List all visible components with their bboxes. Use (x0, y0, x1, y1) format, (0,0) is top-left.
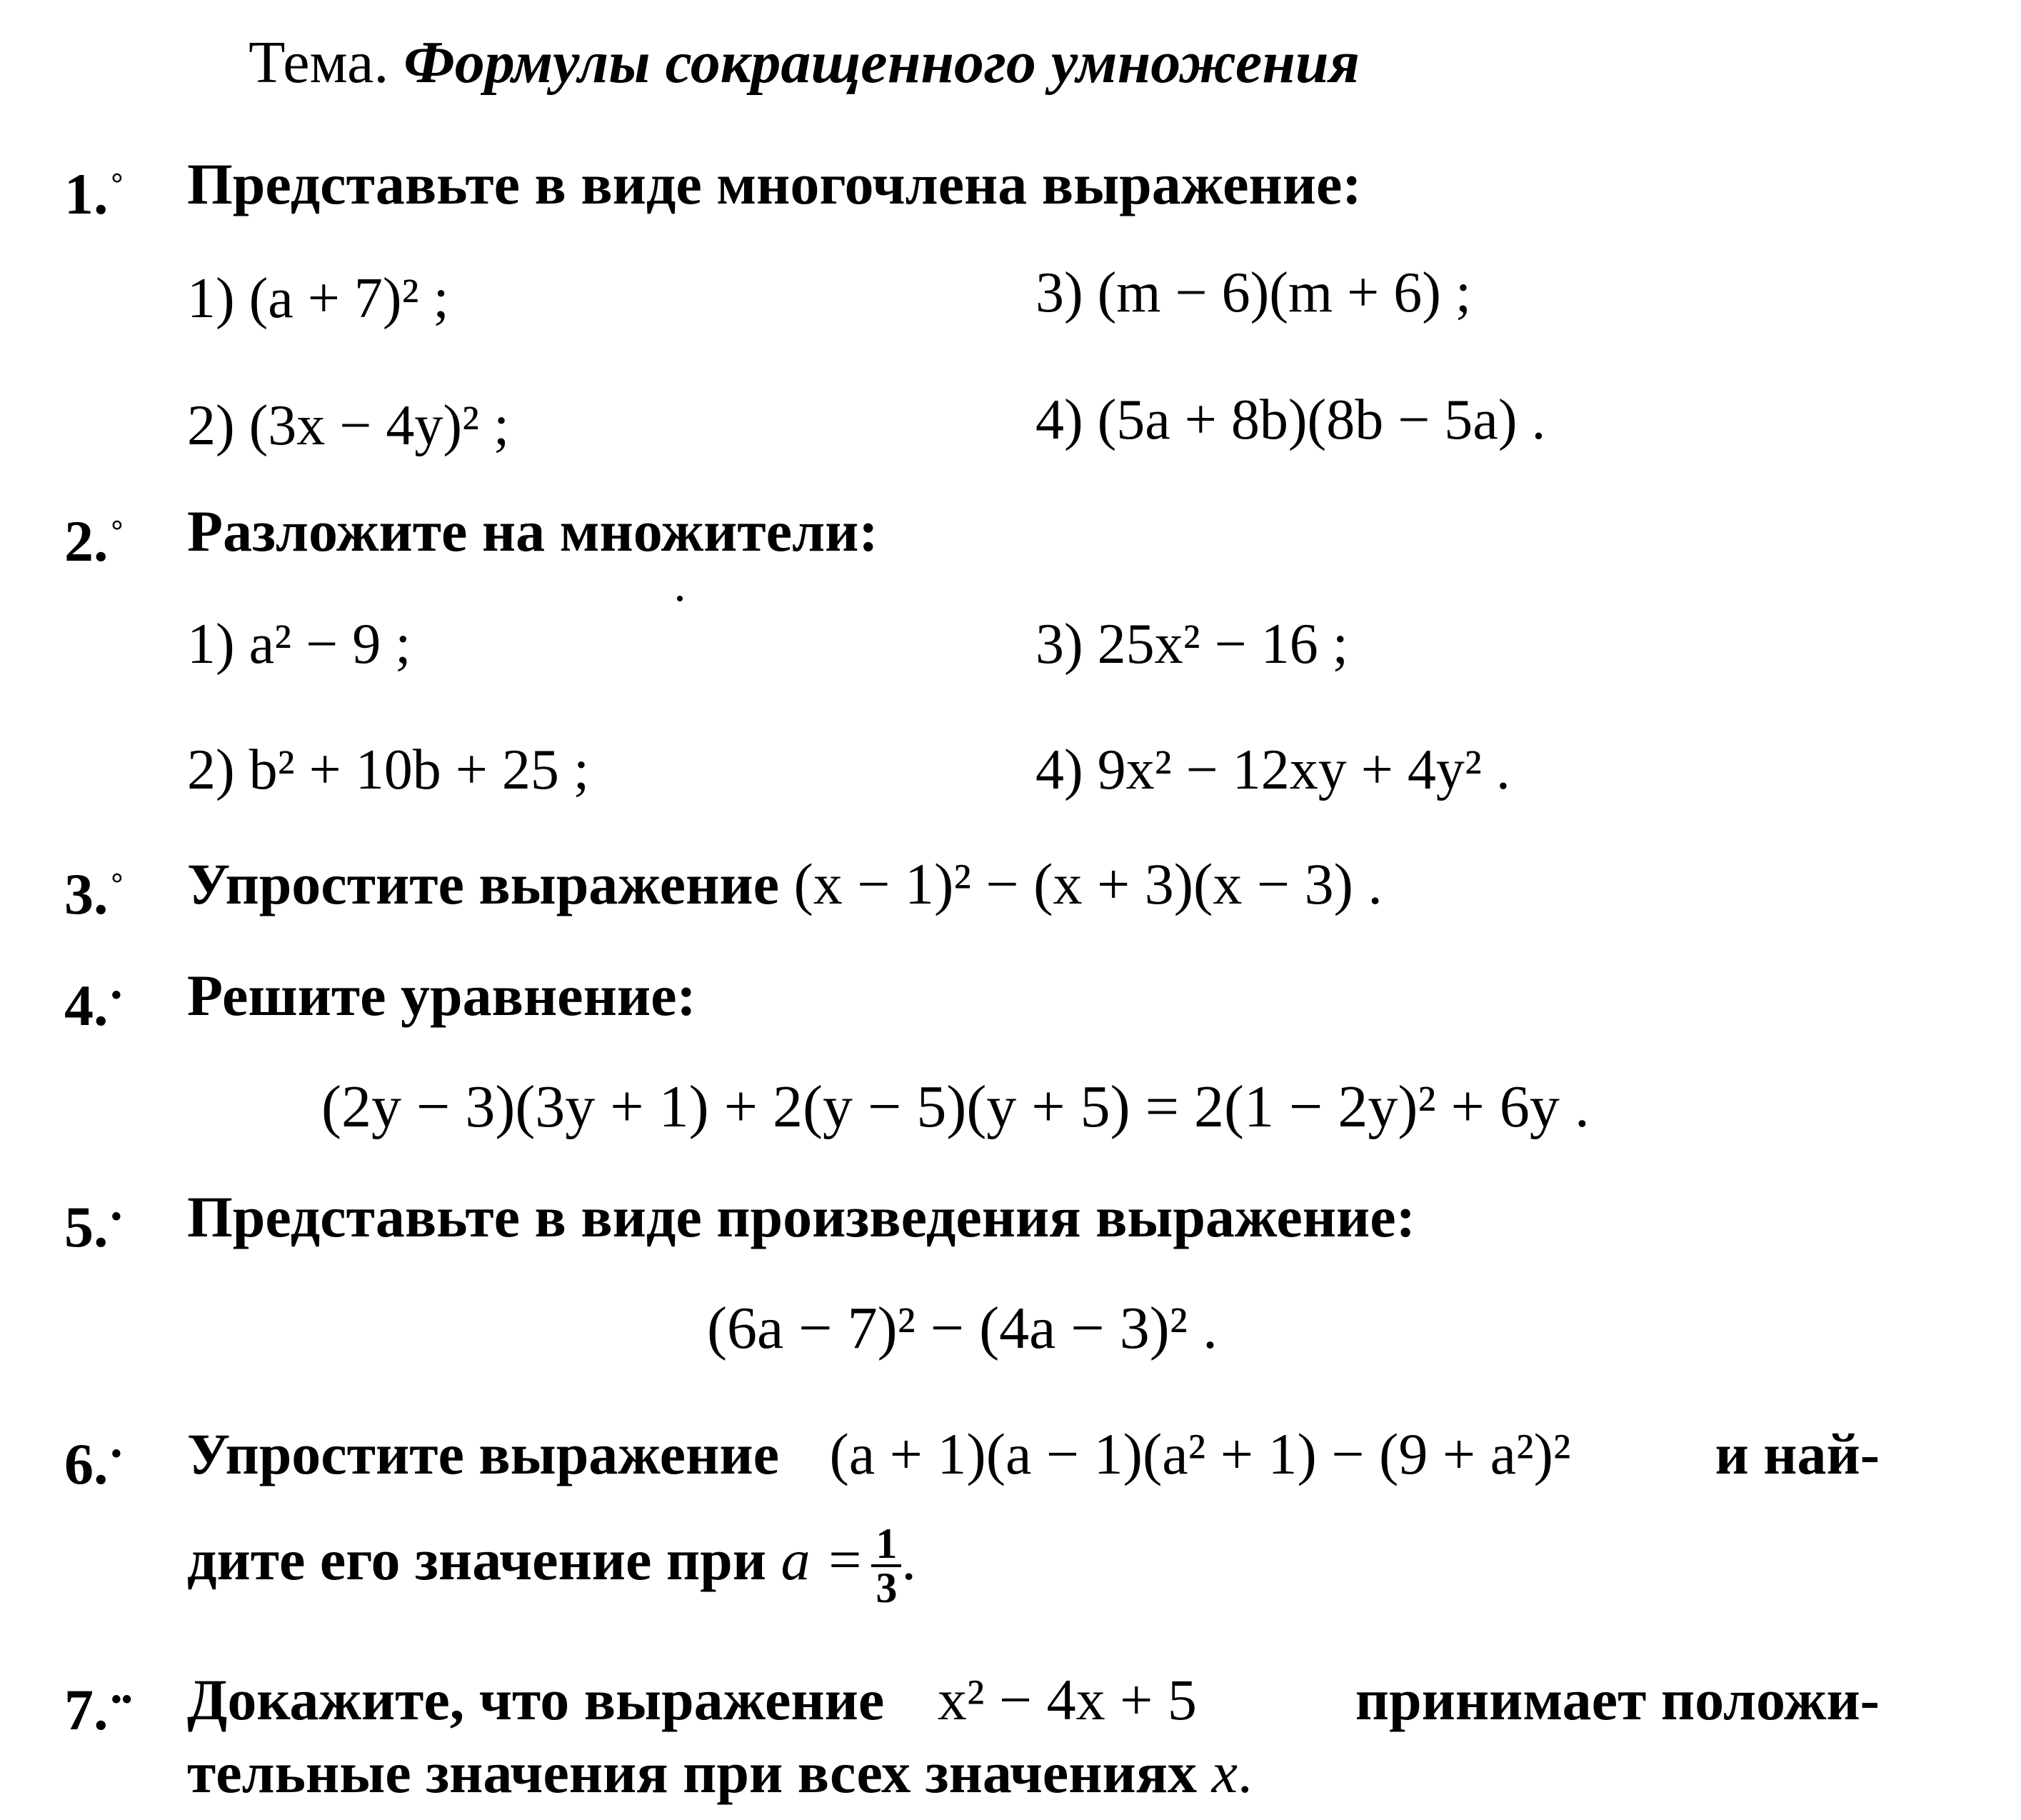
task-text: Решите уравнение: (187, 963, 696, 1028)
print-dot (677, 596, 683, 601)
task-text-line-1: Докажите, что выражение x² − 4x + 5 принимает положи- (187, 1667, 1880, 1732)
task-2-item-1: 1) a² − 9 ; (187, 613, 411, 676)
fraction-one-third: $\frac{1}{3}$ (871, 1523, 901, 1609)
task-number: 4.• (64, 973, 122, 1038)
task-expression: (x − 1)² − (x + 3)(x − 3) . (793, 851, 1383, 916)
task-5-expression: (6a − 7)² − (4a − 3)² . (707, 1295, 1218, 1361)
task-number: 7.•• (64, 1677, 132, 1742)
task-number: 1.° (64, 161, 124, 226)
task-text: Упростите выражение (x − 1)² − (x + 3)(x − 3) . (187, 851, 1383, 916)
task-number: 6.• (64, 1431, 122, 1496)
task-text: Разложите на множители: (187, 499, 878, 564)
task-2-item-3: 3) 25x² − 16 ; (1035, 613, 1348, 676)
task-expression: (a + 1)(a − 1)(a² + 1) − (9 + a²)² (829, 1421, 1571, 1486)
task-1-item-2: 2) (3x − 4y)² ; (187, 394, 510, 457)
task-1-item-4: 4) (5a + 8b)(8b − 5a) . (1035, 389, 1546, 451)
task-text-line-2: дите его значение при a = $\frac{1}{3}$ . (187, 1520, 916, 1611)
task-text: Представьте в виде многочлена выражение: (187, 151, 1362, 216)
task-number: 3.° (64, 861, 124, 926)
title-topic: Формулы сокращенного умножения (403, 29, 1360, 96)
task-2-item-4: 4) 9x² − 12xy + 4y² . (1035, 739, 1510, 801)
task-expression: x² − 4x + 5 (937, 1667, 1197, 1732)
task-1-item-3: 3) (m − 6)(m + 6) ; (1035, 261, 1472, 324)
task-text: Представьте в виде произведения выражение: (187, 1184, 1415, 1249)
task-1-item-1: 1) (a + 7)² ; (187, 267, 449, 330)
task-text-line-1: Упростите выражение (a + 1)(a − 1)(a² + 1) − (9 + a²)² и най- (187, 1421, 1880, 1486)
page-title (0, 27, 1608, 99)
task-2-item-2: 2) b² + 10b + 25 ; (187, 739, 590, 801)
task-4-equation: (2y − 3)(3y + 1) + 2(y − 5)(y + 5) = 2(1 − 2y)² + 6y . (321, 1074, 1590, 1140)
task-text-line-2: тельные значения при всех значениях x. (187, 1740, 1253, 1805)
task-number: 2.° (64, 509, 124, 574)
title-prefix: Тема. (249, 29, 389, 96)
task-number: 5.• (64, 1194, 122, 1259)
